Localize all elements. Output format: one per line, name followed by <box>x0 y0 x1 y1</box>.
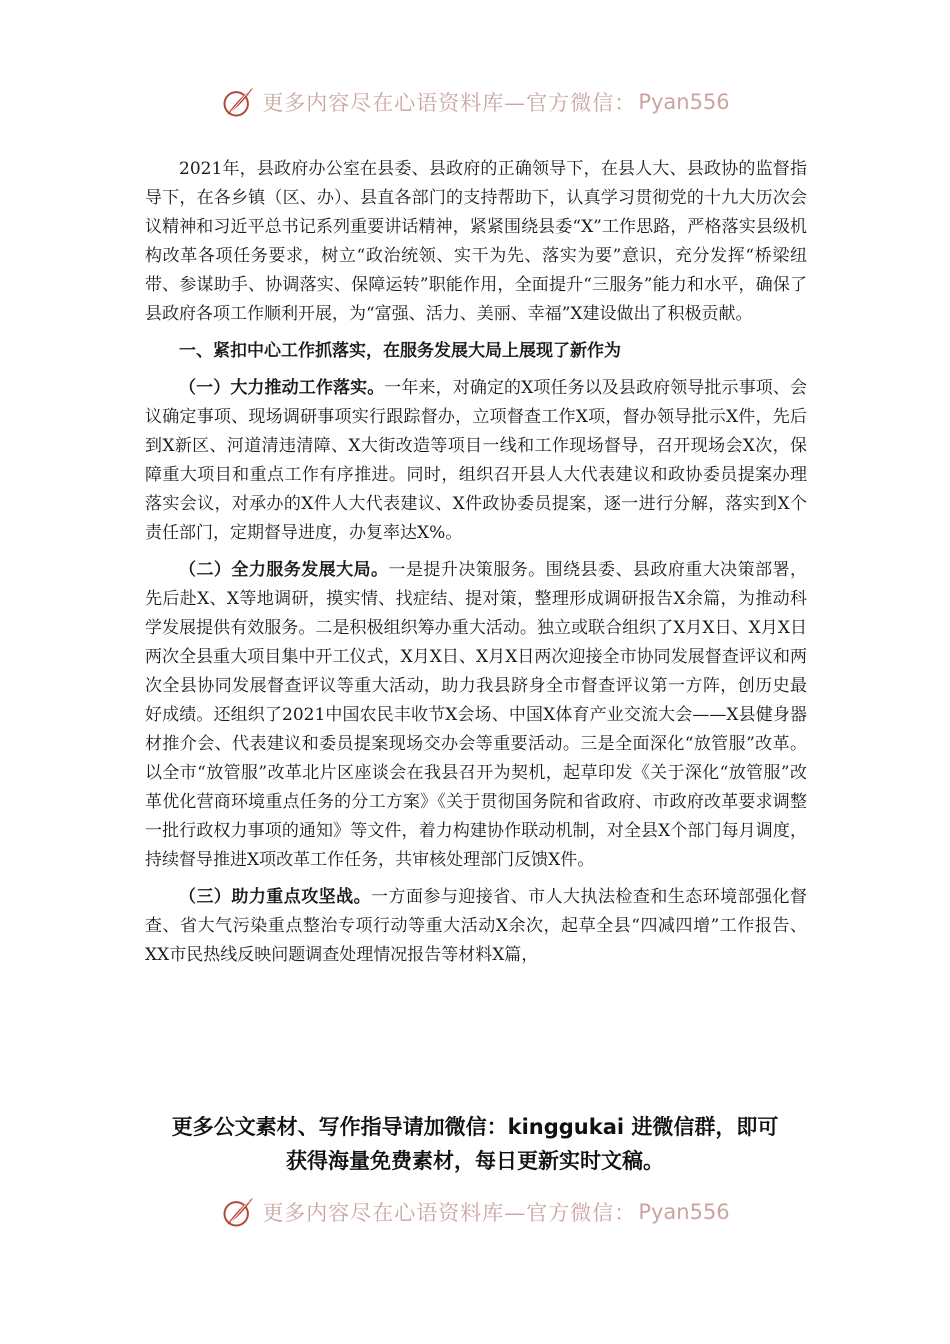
item-1-paragraph <box>145 374 807 548</box>
item-3-paragraph <box>145 883 807 970</box>
item-1-body: 一年来，对确定的X项任务以及县政府领导批示事项、会议确定事项、现场调研事项实行跟踪督办，立项督查工作X项，督办领导批示X件，先后到X新区、河道清违清障、X大街改造等项目一线和工作现场督导，召开现场会X次，保障重大项目和重点工作有序推进。同时，组织召开县人大代表建议和政协委员提案办理落实会议，对承办的X件人大代表建议、X件政协委员提案，逐一进行分解，落实到X个责任部门，定期督导进度，办复率达X%。 <box>145 378 807 543</box>
promo-block <box>0 1110 950 1178</box>
feather-pen-logo-icon <box>220 84 256 120</box>
item-2-body: 一是提升决策服务。围绕县委、县政府重大决策部署，先后赴X、X等地调研，摸实情、找症结、提对策，整理形成调研报告X余篇，为推动科学发展提供有效服务。二是积极组织筹办重大活动。独立或联合组织了X月X日、X月X日两次全县重大项目集中开工仪式，X月X日、X月X日两次迎接全市协同发展督查评议和两次全县协同发展督查评议等重大活动，助力我县跻身全市督查评议第一方阵，创历史最好成绩。还组织了2021中国农民丰收节X会场、中国X体育产业交流大会——X县健身器材推介会、代表建议和委员提案现场交办会等重要活动。三是全面深化“放管服”改革。以全市“放管服”改革北片区座谈会在我县召开为契机，起草印发《关于深化“放管服”改革优化营商环境重点任务的分工方案》《关于贯彻国务院和省政府、市政府改革要求调整一批行政权力事项的通知》等文件，着力构建协作联动机制，对全县X个部门每月调度，持续督导推进X项改革工作任务，共审核处理部门反馈X件。 <box>145 560 808 870</box>
item-2-paragraph <box>145 556 807 875</box>
header-banner-wechat-id: Pyan556 <box>638 90 730 114</box>
footer-banner-text: 更多内容尽在心语资料库—官方微信： <box>262 1201 637 1225</box>
item-2-title: （二）全力服务发展大局。 <box>179 560 389 580</box>
feather-pen-logo-icon <box>220 1194 256 1230</box>
header-banner-text: 更多内容尽在心语资料库—官方微信： <box>262 91 637 115</box>
item-3-body: 一方面参与迎接省、市人大执法检查和生态环境部强化督查、省大气污染重点整治专项行动等重大活动X余次，起草全县“四减四增”工作报告、XX市民热线反映问题调查处理情况报告等材料X篇， <box>145 887 808 965</box>
intro-paragraph: 2021年，县政府办公室在县委、县政府的正确领导下，在县人大、县政协的监督指导下，在各乡镇（区、办）、县直各部门的支持帮助下，认真学习贯彻党的十九大历次会议精神和习近平总书记系列重要讲话精神，紧紧围绕县委“X”工作思路，严格落实县级机构改革各项任务要求，树立“政治统领、实干为先、落实为要”意识，充分发挥“桥梁纽带、参谋助手、协调落实、保障运转”职能作用，全面提升“三服务”能力和水平，确保了县政府各项工作顺利开展，为“富强、活力、美丽、幸福”X建设做出了积极贡献。 <box>145 159 807 324</box>
section-heading: 一、紧扣中心工作抓落实，在服务发展大局上展现了新作为 <box>179 341 621 361</box>
footer-banner-wechat-id: Pyan556 <box>638 1200 730 1224</box>
promo-line-1: 更多公文素材、写作指导请加微信：kinggukai 进微信群，即可 <box>171 1115 779 1139</box>
header-banner <box>0 80 950 124</box>
document-body <box>145 155 807 978</box>
footer-banner <box>0 1190 950 1234</box>
promo-line-2: 获得海量免费素材，每日更新实时文稿。 <box>286 1149 664 1173</box>
item-1-title: （一）大力推动工作落实。 <box>179 378 385 398</box>
item-3-title: （三）助力重点攻坚战。 <box>179 887 372 907</box>
